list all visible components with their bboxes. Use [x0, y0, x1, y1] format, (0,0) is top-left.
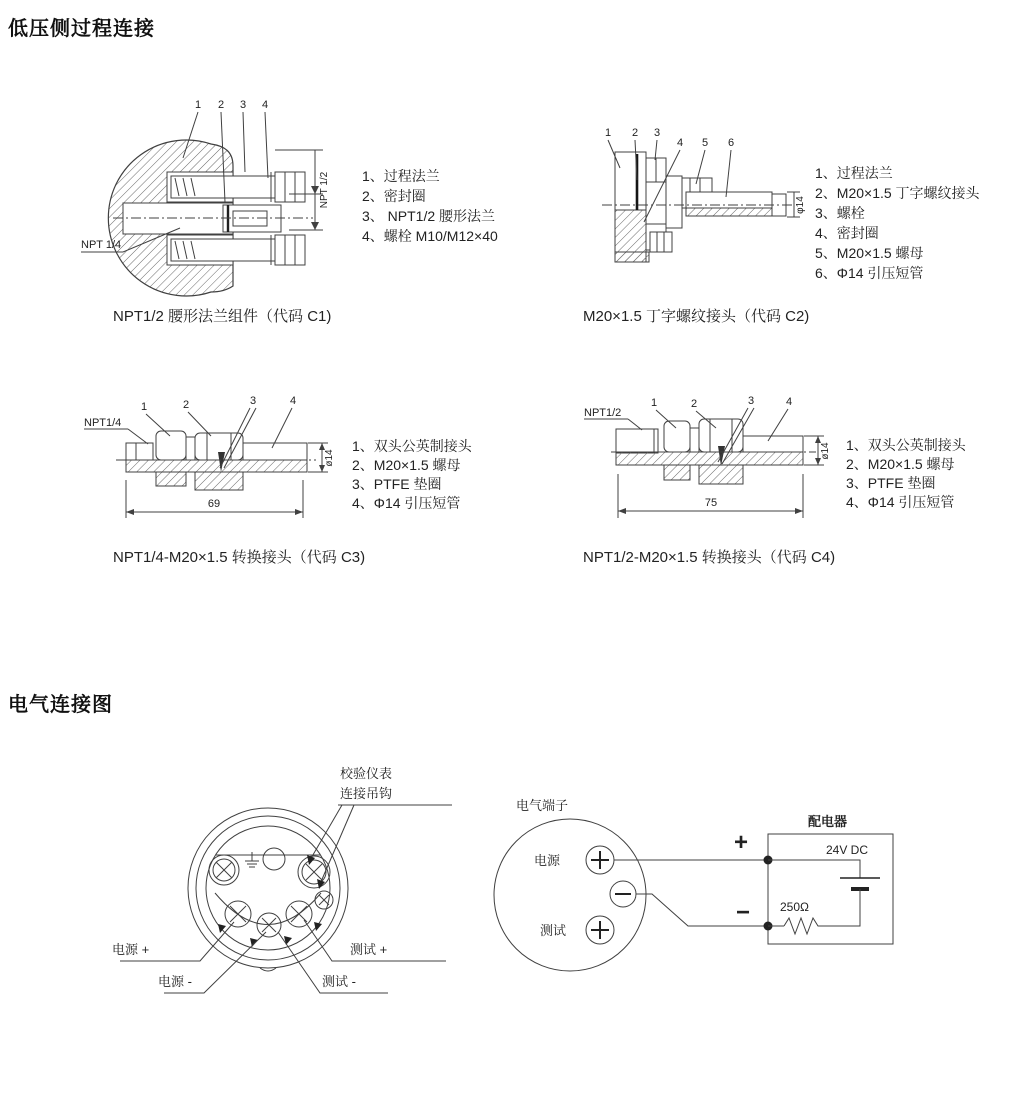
c1-bottom-bolt — [171, 235, 305, 265]
c4-callout-1: 1 — [651, 397, 658, 409]
power-terminal — [534, 846, 614, 874]
c2-callout-5: 5 — [702, 137, 709, 149]
legend-item: 3、PTFE 垫圈 — [352, 476, 442, 492]
c2-callout-4: 4 — [677, 137, 684, 149]
ground-icon — [245, 852, 259, 867]
caption-c1: NPT1/2 腰形法兰组件（代码 C1) — [113, 308, 332, 325]
c3-label-phi14: ø14 — [324, 449, 335, 467]
c2-callout-1: 1 — [605, 127, 612, 139]
c3-callout-3: 3 — [250, 395, 257, 407]
resistance-label: 250Ω — [780, 900, 809, 914]
figure-c3-drawing — [76, 388, 344, 530]
legend-item: 1、双头公英制接头 — [352, 438, 472, 454]
c4-callout-2: 2 — [691, 398, 698, 410]
c4-phi14-dimension — [804, 436, 831, 465]
legend-item: 4、密封圈 — [815, 225, 879, 241]
c2-callout-3: 3 — [654, 127, 661, 139]
wiring-diagram — [490, 778, 910, 983]
c1-callout-3: 3 — [240, 99, 247, 111]
c3-dimension-69: 69 — [207, 498, 221, 510]
caption-c4: NPT1/2-M20×1.5 转换接头（代码 C4) — [583, 549, 836, 566]
legend-item: 4、Φ14 引压短管 — [352, 495, 461, 511]
minus-terminal — [610, 881, 636, 907]
terminal-title-label: 电气端子 — [516, 798, 569, 813]
legend-item: 5、M20×1.5 螺母 — [815, 245, 924, 261]
legend-item: 2、M20×1.5 螺母 — [846, 456, 955, 472]
legend-item: 4、Φ14 引压短管 — [846, 494, 955, 510]
legend-item: 2、M20×1.5 螺母 — [352, 457, 461, 473]
legend-item: 3、 NPT1/2 腰形法兰 — [362, 208, 496, 224]
c2-process-flange — [615, 152, 672, 262]
legend-item: 1、过程法兰 — [362, 168, 440, 184]
c3-callout-4: 4 — [290, 395, 297, 407]
plus-sign: + — [734, 829, 749, 856]
resistor-icon — [768, 900, 822, 934]
distributor-label: 配电器 — [808, 814, 848, 829]
power-plus-callout — [112, 922, 234, 961]
c4-npt12-label — [584, 407, 642, 430]
legend-c4 — [846, 436, 966, 512]
c4-dimension-75: 75 — [704, 497, 718, 509]
legend-item: 6、Φ14 引压短管 — [815, 265, 924, 281]
test-terminal — [540, 916, 614, 944]
power-minus-label: 电源 - — [158, 974, 192, 989]
c1-callout-2: 2 — [218, 99, 225, 111]
minus-sign: − — [736, 899, 751, 926]
c3-callout-2: 2 — [183, 399, 190, 411]
legend-c1 — [362, 166, 498, 246]
legend-c2 — [815, 163, 980, 283]
c4-callout-4: 4 — [786, 396, 793, 408]
legend-item: 3、PTFE 垫圈 — [846, 475, 936, 491]
section-title-electrical-connection: 电气连接图 — [8, 694, 113, 716]
c3-label-npt14: NPT1/4 — [84, 417, 122, 429]
legend-item: 1、双头公英制接头 — [846, 437, 966, 453]
c3-npt14-label — [84, 417, 148, 444]
c1-callout-1: 1 — [195, 99, 202, 111]
legend-item: 3、螺栓 — [815, 205, 865, 221]
hook-label-line2: 连接吊钩 — [340, 786, 393, 801]
c1-label-npt12: NPT 1/2 — [319, 171, 330, 209]
hook-label-line1: 校验仪表 — [340, 766, 393, 781]
hook-callout — [307, 766, 452, 889]
power-label: 电源 — [534, 853, 561, 868]
test-label: 测试 — [540, 923, 567, 938]
caption-c2: M20×1.5 丁字螺纹接头（代码 C2) — [583, 308, 810, 325]
figure-c1-drawing — [75, 90, 335, 305]
test-minus-label: 测试 - — [322, 974, 356, 989]
battery-icon — [768, 860, 880, 926]
caption-c3: NPT1/4-M20×1.5 转换接头（代码 C3) — [113, 549, 366, 566]
c2-callout-6: 6 — [728, 137, 735, 149]
c4-label-npt12: NPT1/2 — [584, 407, 622, 419]
c2-callout-2: 2 — [632, 127, 639, 139]
power-plus-label: 电源 + — [112, 942, 150, 957]
legend-item: 2、密封圈 — [362, 188, 426, 204]
legend-item: 1、过程法兰 — [815, 165, 893, 181]
legend-c3 — [352, 437, 472, 513]
c4-label-phi14: ø14 — [820, 442, 831, 460]
terminal-head-diagram — [100, 758, 460, 1006]
c1-label-npt14: NPT 1/4 — [81, 239, 122, 251]
c2-label-phi14: φ14 — [795, 196, 806, 214]
c2-impulse-pipe — [686, 192, 786, 216]
c3-phi14-dimension — [308, 443, 335, 472]
legend-item: 2、M20×1.5 丁字螺纹接头 — [815, 185, 980, 201]
test-plus-label: 测试 + — [350, 942, 388, 957]
c3-callout-1: 1 — [141, 401, 148, 413]
c1-callout-4: 4 — [262, 99, 269, 111]
figure-c4-drawing — [576, 388, 844, 530]
distributor-box — [764, 814, 894, 944]
power-minus-callout — [158, 932, 266, 993]
c1-top-bolt — [171, 172, 305, 202]
test-plus-callout — [304, 920, 446, 961]
figure-c2-drawing — [588, 120, 808, 282]
c4-callout-3: 3 — [748, 395, 755, 407]
voltage-label: 24V DC — [826, 843, 869, 857]
legend-item: 4、螺栓 M10/M12×40 — [362, 228, 498, 244]
section-title-process-connection: 低压侧过程连接 — [8, 18, 155, 40]
